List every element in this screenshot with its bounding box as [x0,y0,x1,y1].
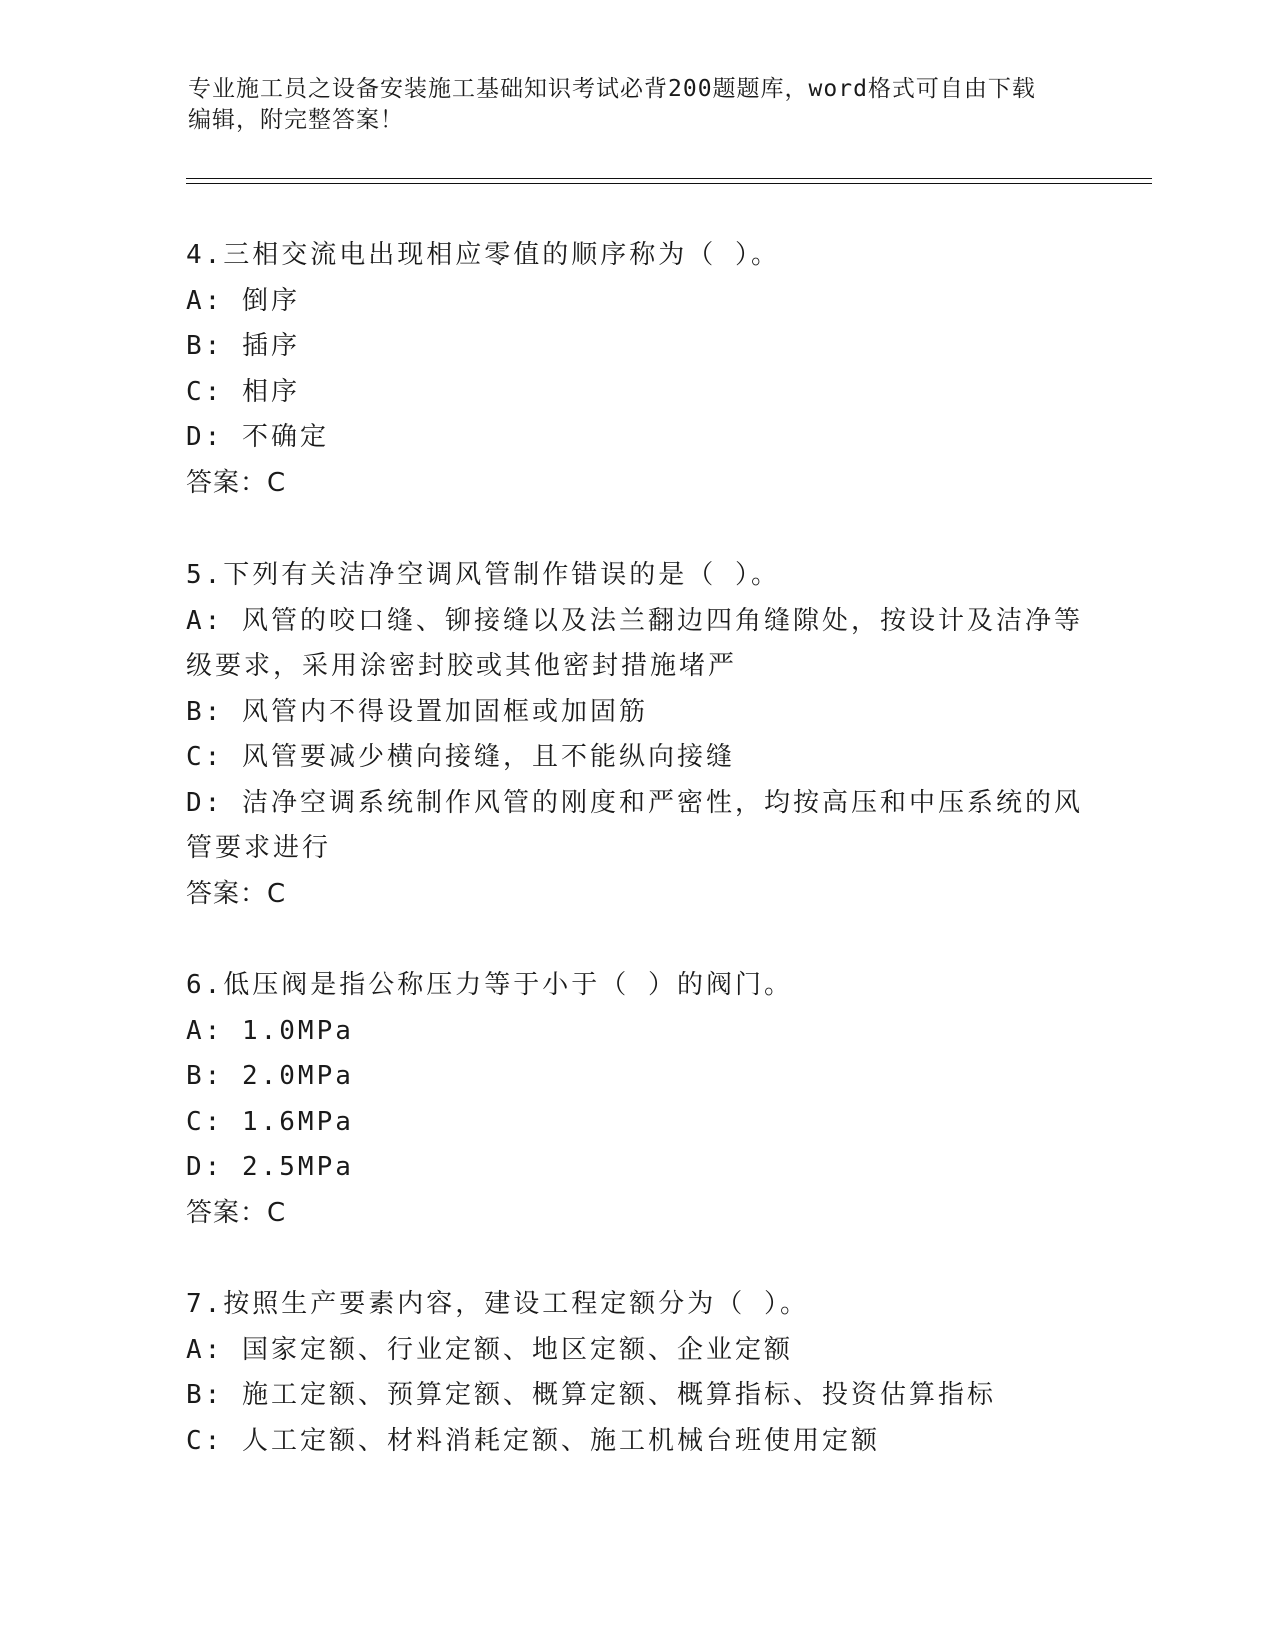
answer-line: 答案：C [186,878,287,909]
answer-line: 答案：C [186,1197,287,1228]
header-title-line-1: 专业施工员之设备安装施工基础知识考试必背200题题库，word格式可自由下载 [188,76,1036,102]
question-stem: 4.三相交流电出现相应零值的顺序称为（ ）。 [186,240,780,270]
question-5 [186,553,1086,917]
option-c: C: 相序 [186,376,300,407]
option-a: A: 1.0MPa [186,1015,354,1046]
option-d: D: 2.5MPa [186,1152,354,1182]
question-4 [186,233,1086,506]
option-c: C: 1.6MPa [186,1106,354,1137]
option-c: C: 风管要减少横向接缝，且不能纵向接缝 [186,742,735,772]
option-b: B: 风管内不得设置加固框或加固筋 [186,696,648,727]
option-a: A: 国家定额、行业定额、地区定额、企业定额 [186,1334,793,1365]
header-divider-top [186,178,1152,179]
document-header [188,74,1068,136]
option-c: C: 人工定额、材料消耗定额、施工机械台班使用定额 [186,1425,880,1456]
question-stem: 5.下列有关洁净空调风管制作错误的是（ ）。 [186,560,780,590]
question-6 [186,963,1086,1236]
option-b: B: 2.0MPa [186,1061,354,1091]
answer-line: 答案：C [186,467,287,498]
question-stem: 7.按照生产要素内容，建设工程定额分为（ ）。 [186,1289,809,1319]
option-d-continued: 管要求进行 [186,833,332,863]
option-a: A: 风管的咬口缝、铆接缝以及法兰翻边四角缝隙处，按设计及洁净等 [186,605,1083,636]
option-b: B: 施工定额、预算定额、概算定额、概算指标、投资估算指标 [186,1380,996,1410]
header-divider-bottom [186,183,1152,184]
header-title-line-2: 编辑，附完整答案！ [188,107,404,133]
option-b: B: 插序 [186,331,300,361]
question-7 [186,1282,1086,1464]
option-a-continued: 级要求，采用涂密封胶或其他密封措施堵严 [186,651,738,681]
option-d: D: 洁净空调系统制作风管的刚度和严密性，均按高压和中压系统的风 [186,787,1083,818]
question-stem: 6.低压阀是指公称压力等于小于（ ）的阀门。 [186,970,793,1000]
option-d: D: 不确定 [186,422,329,452]
option-a: A: 倒序 [186,285,300,316]
